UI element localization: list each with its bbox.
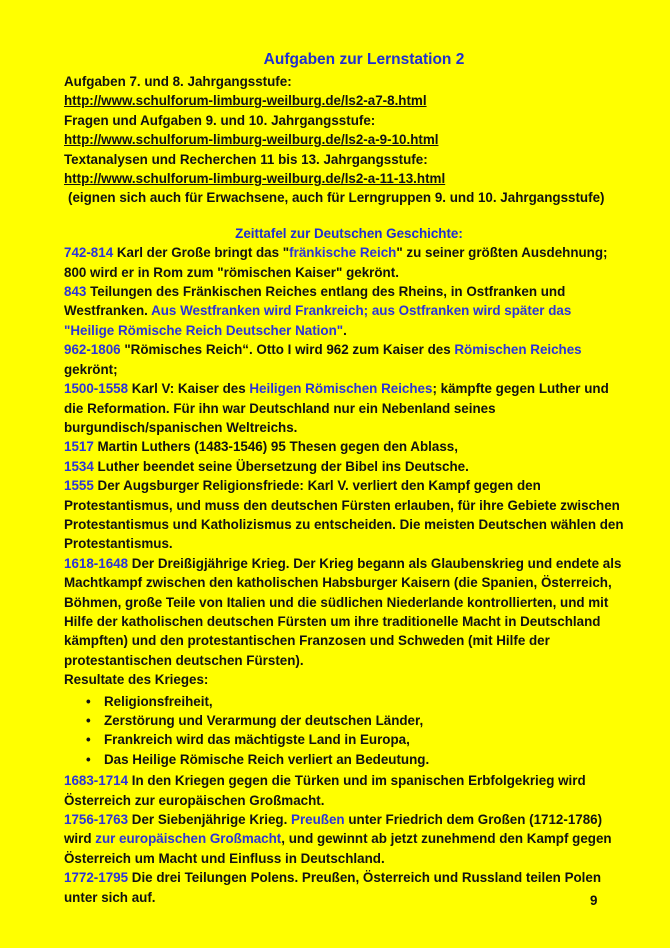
entry-text: Der Augsburger Religionsfriede: Karl V. verliert den Kampf gegen den Protestantismus, und muss den deutschen Fürsten erlauben, für ihre Gebiete zwischen Protestantismus und Katholizismus zu entscheiden. Die meisten Deutschen wählen den Protestantismus. <box>64 478 624 552</box>
timeline-entry <box>64 771 624 810</box>
entry-highlight: zur europäischen Großmacht <box>95 831 282 847</box>
entry-highlight: Preußen <box>291 812 345 828</box>
entry-highlight: Aus Westfranken wird Frankreich; aus Ostfranken wird später das "Heilige Römische Reich Deutscher Nation" <box>64 303 572 338</box>
list-item <box>84 730 624 749</box>
page-title: Aufgaben zur Lernstation 2 <box>263 51 465 68</box>
entry-text: Die drei Teilungen Polens. Preußen, Österreich und Russland teilen Polen unter sich auf. <box>64 870 602 905</box>
timeline-year: 1500-1558 <box>64 381 129 397</box>
timeline-year: 962-1806 <box>64 342 121 358</box>
list-item <box>84 750 624 769</box>
timeline-entry <box>64 457 624 476</box>
timeline-year: 1534 <box>64 458 94 474</box>
bullet-icon: • <box>86 713 91 728</box>
task-link-9-10[interactable]: http://www.schulforum-limburg-weilburg.de/ls2-a-9-10.html <box>64 132 439 148</box>
bullet-icon: • <box>86 751 91 767</box>
timeline-year: 1683-1714 <box>64 773 129 789</box>
task-link-7-8[interactable]: http://www.schulforum-limburg-weilburg.de/ls2-a7-8.html <box>64 93 427 109</box>
entry-text: "Römisches Reich“. Otto I wird 962 zum Kaiser des <box>120 342 455 358</box>
list-item-text: Religionsfreiheit, <box>104 693 213 709</box>
list-item <box>84 711 624 730</box>
entry-highlight: Heiligen Römischen Reiches <box>249 381 433 397</box>
page-number: 9 <box>590 893 598 908</box>
timeline-title: Zeittafel zur Deutschen Geschichte: <box>235 225 463 241</box>
entry-text: ; kämpfte gegen Luther und die Reformation. Für ihn war Deutschland nur ein Nebenland seines burgundisch/spanischen Weltreichs. <box>64 381 609 435</box>
timeline-year: 1555 <box>64 478 94 494</box>
timeline-year: 1618-1648 <box>64 555 129 571</box>
timeline-entry <box>64 282 624 340</box>
entry-text: Karl V: Kaiser des <box>128 381 250 397</box>
timeline-entry <box>64 437 624 456</box>
task-note: (eignen sich auch für Erwachsene, auch für Lerngruppen 9. und 10. Jahrgangsstufe) <box>68 190 605 206</box>
entry-text: Der Siebenjährige Krieg. <box>128 812 292 828</box>
list-item-text: Zerstörung und Verarmung der deutschen Länder, <box>104 713 424 728</box>
task-label: Fragen und Aufgaben 9. und 10. Jahrgangsstufe: <box>64 112 376 128</box>
timeline-entry <box>64 243 624 282</box>
timeline-entry <box>64 476 624 554</box>
task-link-11-13[interactable]: http://www.schulforum-limburg-weilburg.de/ls2-a-11-13.html <box>64 171 446 187</box>
results-label: Resultate des Krieges: <box>64 672 209 688</box>
timeline-year: 742-814 <box>64 245 114 261</box>
bullet-icon: • <box>86 732 91 748</box>
entry-text: . <box>343 322 347 338</box>
entry-text: gekrönt; <box>64 361 118 377</box>
timeline-entry <box>64 810 624 868</box>
entry-text: In den Kriegen gegen die Türken und im spanischen Erbfolgekrieg wird Österreich zur europäischen Großmacht. <box>64 773 586 808</box>
entry-text: Luther beendet seine Übersetzung der Bibel ins Deutsche. <box>93 458 469 474</box>
entry-highlight: Römischen Reiches <box>454 342 582 358</box>
entry-text: unter Friedrich dem Großen (1712-1786) wird <box>64 812 603 847</box>
list-item-text: Frankreich wird das mächtigste Land in Europa, <box>104 732 410 748</box>
timeline-entry <box>64 868 624 907</box>
entry-text: Karl der Große bringt das " <box>113 245 290 261</box>
list-item <box>84 692 624 711</box>
entry-text: " zu seiner größten Ausdehnung; 800 wird er in Rom zum "römischen Kaiser" gekrönt. <box>64 245 608 280</box>
entry-text: Teilungen des Fränkischen Reiches entlang des Rheins, in Ostfranken und Westfranken. <box>64 284 566 319</box>
list-item-text: Das Heilige Römische Reich verliert an Bedeutung. <box>104 751 430 767</box>
task-label: Aufgaben 7. und 8. Jahrgangsstufe: <box>64 74 292 89</box>
timeline-entry <box>64 340 624 379</box>
task-label: Textanalysen und Recherchen 11 bis 13. Jahrgangsstufe: <box>64 151 428 167</box>
bullet-icon: • <box>86 693 91 709</box>
results-list <box>64 692 624 770</box>
entry-text: Der Dreißigjährige Krieg. Der Krieg begann als Glaubenskrieg und endete als Machtkampf zwischen den katholischen Habsburger Kaisern (die Spanien, Österreich, Böhmen, große Teile von Italien und die südlichen Niederlande kontrollierten, und mit Hilfe der katholischen deutschen Fürsten um ihre traditionelle Macht in Deutschland kämpften) und den protestantischen Franzosen und Schweden (mit Hilfe der protestantischen deutschen Fürsten). <box>64 555 622 668</box>
timeline-year: 1772-1795 <box>64 870 129 886</box>
timeline-year: 1756-1763 <box>64 812 129 828</box>
document-content <box>64 50 624 907</box>
timeline-year: 1517 <box>64 439 94 455</box>
entry-text: Martin Luthers (1483-1546) 95 Thesen gegen den Ablass, <box>93 439 458 455</box>
timeline-entry <box>64 554 624 670</box>
timeline-entry <box>64 379 624 437</box>
timeline-year: 843 <box>64 284 87 300</box>
entry-highlight: fränkische Reich <box>289 245 397 261</box>
entry-text: , und gewinnt ab jetzt zunehmend den Kampf gegen Österreich um Macht und Einfluss in Deutschland. <box>64 831 612 866</box>
